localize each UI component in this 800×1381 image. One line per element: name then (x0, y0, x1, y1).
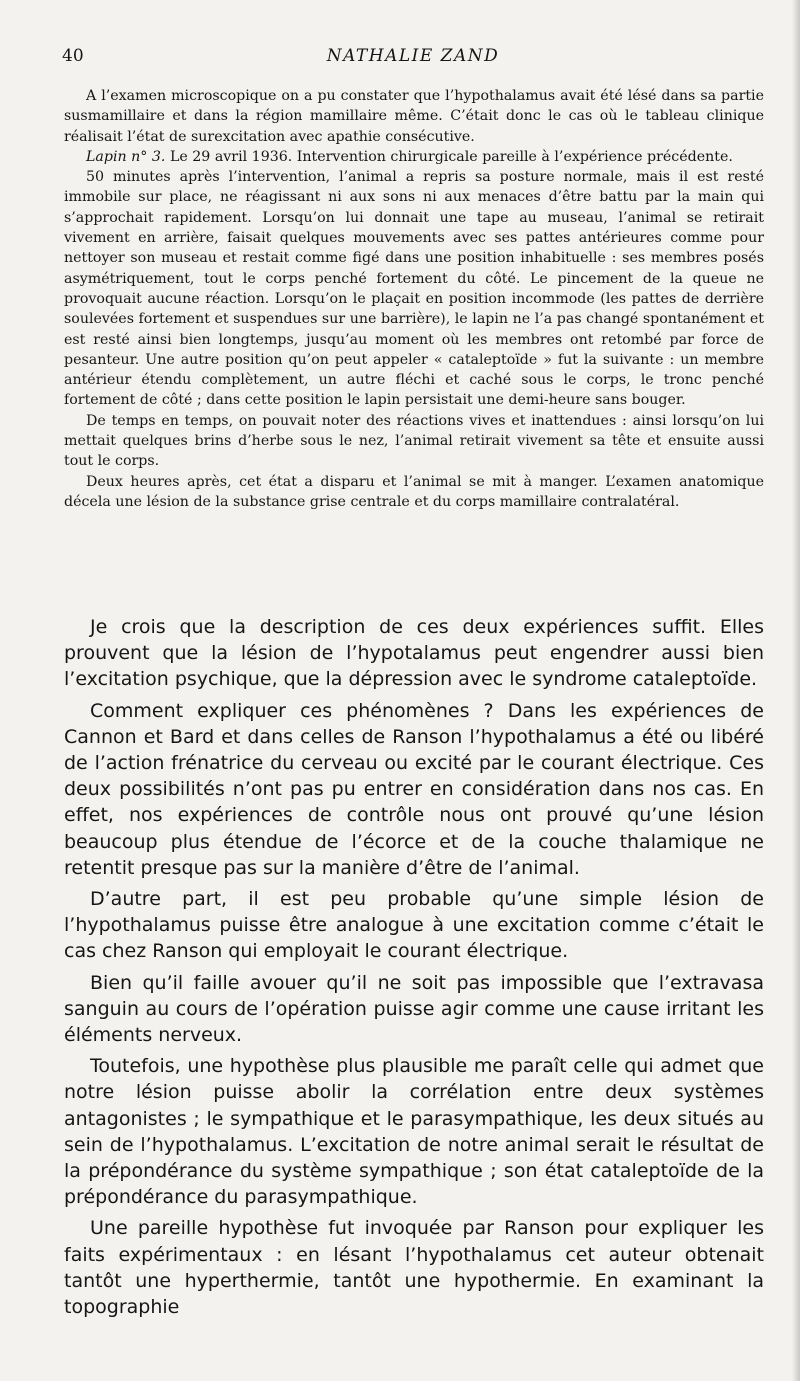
microscopic-exam-paragraph: A l’examen microscopique on a pu constater que l’hypothalamus avait été lésé dans sa partie susmamillaire et dans la région mamillaire même. C’était donc le cas où le tableau clinique réalisait l’état de surexcitation avec apathie consécutive. (64, 88, 764, 145)
discussion-paragraph-2: Comment expliquer ces phénomènes ? Dans les expériences de Cannon et Bard et dans celles de Ranson l’hypothalamus a été ou libéré de l’action frénatrice du cerveau ou excité par le courant électrique. Ces deux possibilités n’ont pas pu entrer en considération dans nos cas. En effet, nos expériences de contrôle nous ont prouvé qu’une lésion beaucoup plus étendue de l’écorce et de la couche thalamique ne retentit presque pas sur la manière d’être de l’animal. (64, 699, 764, 879)
running-title: NATHALIE ZAND (326, 46, 500, 66)
discussion-paragraph-6: Une pareille hypothèse fut invoquée par Ranson pour expliquer les faits expérimentaux : en lésant l’hypothalamus cet auteur obtenait tantôt une hyperthermie, tantôt une hypothermie. En examinant la topographie (64, 1217, 764, 1319)
case-heading-paragraph (64, 147, 764, 167)
reactions-paragraph: De temps en temps, on pouvait noter des réactions vives et inattendues : ainsi lorsqu’on lui mettait quelques brins d’herbe sous le nez, l’animal retirait vivement sa tête et ensuite aussi tout le corps. (64, 412, 764, 470)
page-header (62, 46, 764, 72)
page-edge-shadow (792, 0, 800, 1381)
observation-paragraph: 50 minutes après l’intervention, l’animal a repris sa posture normale, mais il est resté immobile sur place, ne réagissant ni aux sons ni aux menaces d’être battu par la main qui s’approchait rapidement. Lorsqu’on lui donnait une tape au museau, l’animal se retirait vivement en arrière, faisait quelques mouvements avec ses pattes antérieures comme pour nettoyer son museau et restait comme figé dans une position inhabituelle : ses membres posés asymétriquement, tout le corps penché fortement du côté. Le pincement de la queue ne provoquait aucune réaction. Lorsqu’on le plaçait en position incommode (les pattes de derrière soulevées fortement et suspendues sur une barrière), le lapin ne l’a pas changé spontanément et est resté ainsi bien longtemps, jusqu’au moment où les membres ont retombé par force de pesanteur. Une autre position qu’on peut appeler « cataleptoïde » fut la suivante : un membre antérieur étendu complètement, un autre fléchi et caché sous le corps, le tronc penché fortement de côté ; dans cette position le lapin persistait une demi-heure sans bouger. (64, 169, 764, 409)
page-number: 40 (62, 46, 84, 66)
discussion-block (64, 614, 764, 1325)
discussion-paragraph-4: Bien qu’il faille avouer qu’il ne soit pas impossible que l’extravasa sanguin au cours de l’opération puisse agir comme une cause irritant les éléments nerveux. (64, 971, 764, 1047)
case-heading-text: Le 29 avril 1936. Intervention chirurgicale pareille à l’expérience précédente. (165, 148, 733, 165)
case-label: Lapin n° 3. (86, 148, 166, 165)
discussion-paragraph-3: D’autre part, il est peu probable qu’une simple lésion de l’hypothalamus puisse être analogue à une excitation comme c’était le cas chez Ranson qui employait le courant électrique. (64, 888, 764, 963)
anatomic-exam-paragraph: Deux heures après, cet état a disparu et l’animal se mit à manger. L’examen anatomique décela une lésion de la substance grise centrale et du corps mamillaire contralatéral. (64, 473, 764, 510)
discussion-paragraph-5: Toutefois, une hypothèse plus plausible me paraît celle qui admet que notre lésion puisse abolir la corrélation entre deux systèmes antagonistes ; le sympathique et le parasympathique, les deux situés au sein de l’hypothalamus. L’excitation de notre animal serait le résultat de la prépondérance du système sympathique ; son état cataleptoïde de la prépondérance du parasympathique. (64, 1055, 764, 1209)
discussion-paragraph-1: Je crois que la description de ces deux expériences suffit. Elles prouvent que la lésion de l’hypotalamus peut engendrer aussi bien l’excitation psychique, que la dépression avec le syndrome cataleptoïde. (64, 616, 764, 691)
case-report-block (64, 86, 764, 512)
